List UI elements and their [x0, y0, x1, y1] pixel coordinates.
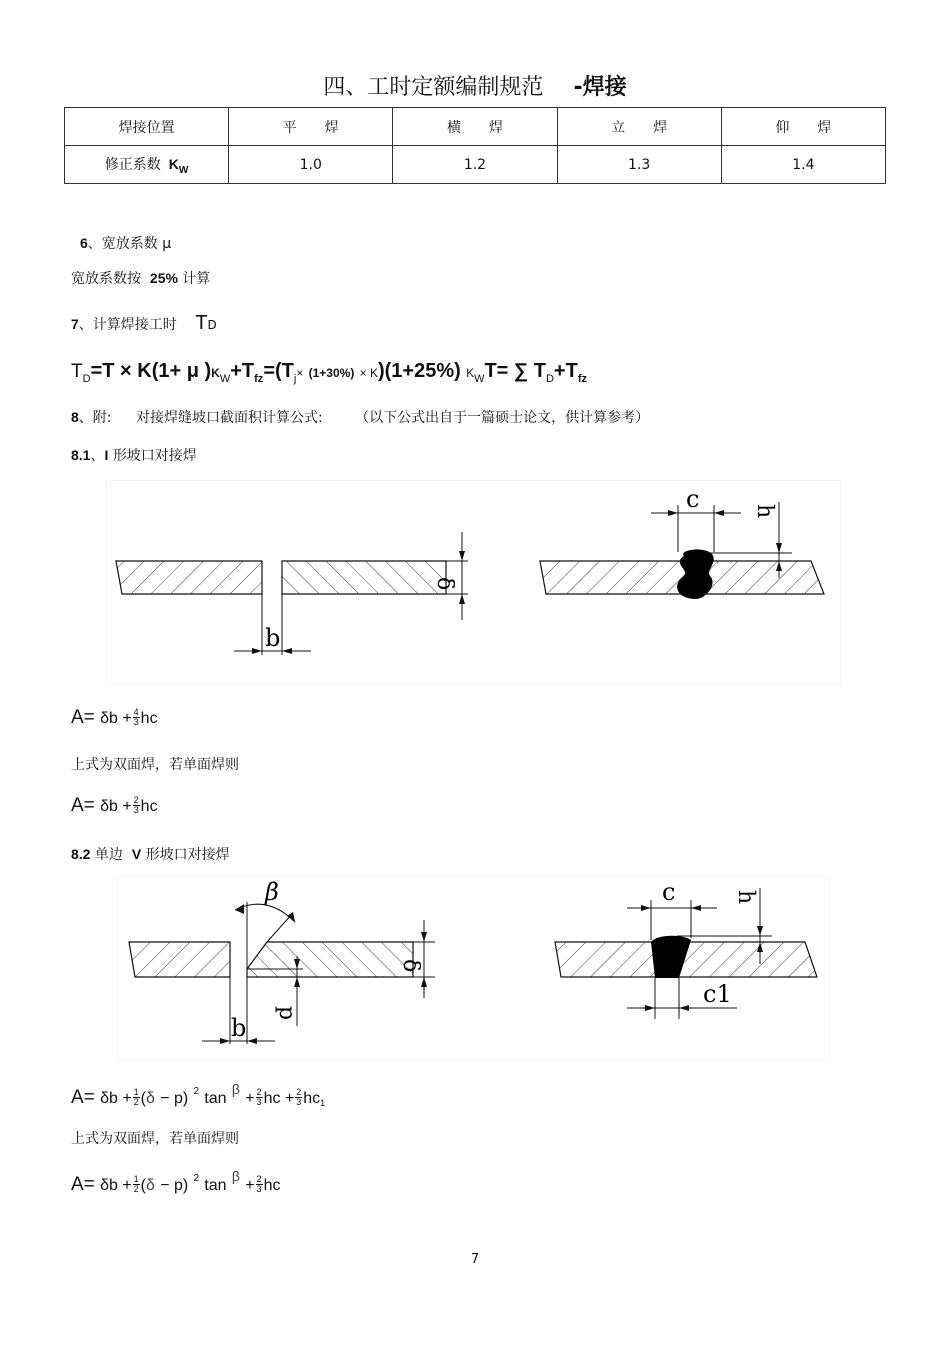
dim-label-h: h	[752, 504, 777, 519]
section-6-heading: 6、宽放系数 μ	[80, 235, 172, 252]
table-header-cell: 焊接位置	[65, 108, 229, 146]
section-8-heading: 8、附: 对接焊缝坡口截面积计算公式: （以下公式出自于一篇硕士论文，供计算参考）	[71, 409, 650, 426]
formula-i-single: A= δb + $\frac{2}{3}$ hc	[71, 795, 158, 816]
table-header-row	[65, 108, 886, 146]
section-7-heading: 7、计算焊接工时 TD	[71, 312, 217, 334]
table-row	[65, 146, 886, 184]
dim-label-c1: c1	[703, 980, 732, 1008]
double-weld-note-2: 上式为双面焊，若单面焊则	[71, 1131, 239, 1147]
dim-label-b: b	[265, 624, 281, 652]
dim-label-c2: c	[662, 878, 676, 906]
formula-i-double: A= δb + $\frac{4}{3}$ hc	[71, 707, 158, 728]
dim-label-delta2: δ	[398, 959, 423, 973]
section-8-1-heading: 8.1、I 形坡口对接焊	[71, 447, 197, 464]
formula-v-single: A= δb + $\frac{1}{2}$ (δ − p) $^2$ tan $^\beta$ + $\frac{2}{3}$ hc	[71, 1168, 281, 1195]
dim-label-delta: δ	[432, 577, 457, 591]
dim-label-p: p	[274, 1006, 299, 1021]
i-groove-diagram	[106, 480, 841, 685]
table-cell: 1.2	[393, 146, 557, 184]
dim-label-h2: h	[733, 890, 758, 905]
section-6-body: 宽放系数按 25% 计算	[71, 270, 211, 287]
dim-label-c: c	[686, 485, 700, 513]
table-cell: 1.3	[557, 146, 721, 184]
page-number: 7	[470, 1252, 480, 1267]
table-header-cell: 仰 焊	[721, 108, 885, 146]
position-coefficient-table	[64, 107, 886, 184]
table-row-label: 修正系数 $K_W$	[65, 146, 229, 184]
work-hour-formula: $T_D=T \times K(1+ \mu$ )$K_W+T_{fz}=(T_j\times (1+30\%) \times K)(1+25\%)$ $K_WT=$ ∑ $T_D+T_{fz}$	[71, 360, 587, 385]
table-cell: 1.0	[229, 146, 393, 184]
table-header-cell: 立 焊	[557, 108, 721, 146]
dim-label-b2: b	[231, 1014, 247, 1042]
dim-label-beta: β	[265, 878, 279, 906]
section-8-2-heading: 8.2 单边 V 形坡口对接焊	[71, 846, 230, 863]
formula-v-double: A= δb + $\frac{1}{2}$ (δ − p) $^2$ tan $^\beta$ + $\frac{2}{3}$ hc + $\frac{2}{3}$ hc1	[71, 1081, 326, 1108]
table-header-cell: 横 焊	[393, 108, 557, 146]
double-weld-note: 上式为双面焊，若单面焊则	[71, 757, 239, 773]
page-title: 四、工时定额编制规范 -焊接	[323, 75, 627, 100]
table-header-cell: 平 焊	[229, 108, 393, 146]
table-cell: 1.4	[721, 146, 885, 184]
single-v-groove-diagram	[117, 876, 830, 1061]
